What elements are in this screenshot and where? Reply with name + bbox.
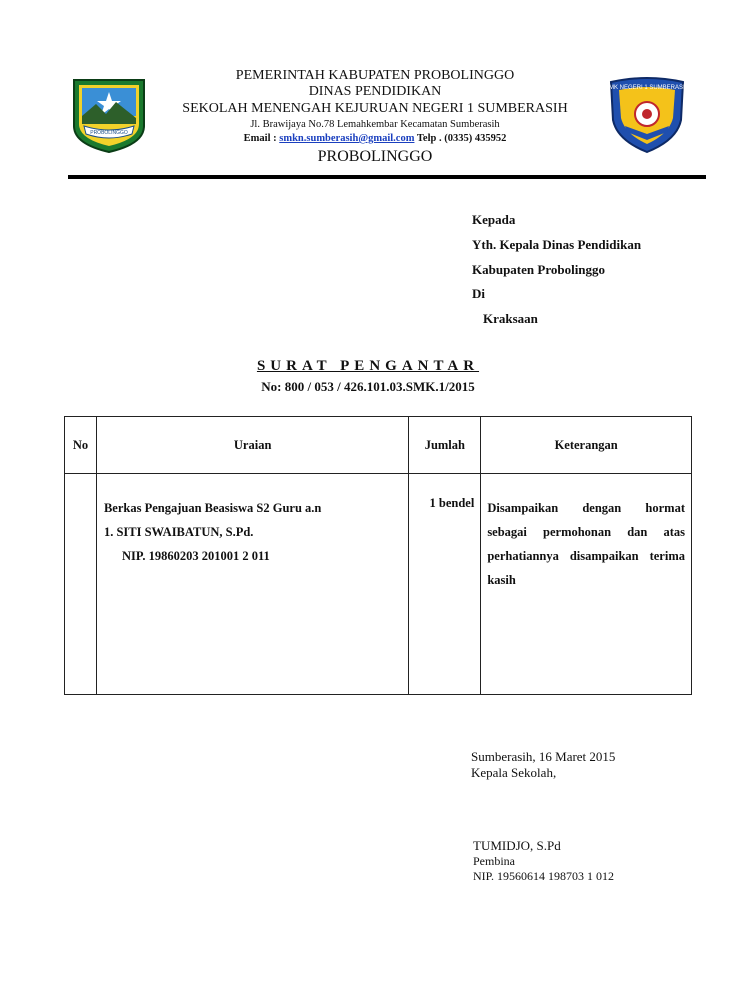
letter-number: No: 800 / 053 / 426.101.03.SMK.1/2015 xyxy=(261,379,475,394)
signature-name: TUMIDJO, S.Pd xyxy=(473,838,561,853)
email-label: Email : xyxy=(243,133,280,144)
letterhead-contact xyxy=(150,132,600,145)
table-row xyxy=(65,474,692,695)
header-keterangan: Keterangan xyxy=(481,417,692,474)
uraian-line2: 1. SITI SWAIBATUN, S.Pd. xyxy=(103,525,254,539)
header-no: No xyxy=(65,417,97,474)
signature-position: Kepala Sekolah, xyxy=(471,765,557,780)
letter-title: SURAT PENGANTAR xyxy=(256,358,480,374)
cell-no xyxy=(65,474,97,695)
recipient-line4: Di xyxy=(472,286,485,301)
cell-keterangan: Disampaikan dengan hormat sebagai permohonan dan atas perhatiannya disampaikan terima kasih xyxy=(481,474,692,695)
letterhead-line2: DINAS PENDIDIKAN xyxy=(308,84,442,99)
recipient-line5: Kraksaan xyxy=(483,311,538,326)
phone-text: Telp . (0335) 435952 xyxy=(414,133,507,144)
uraian-line1: Berkas Pengajuan Beasiswa S2 Guru a.n xyxy=(103,501,322,515)
cell-jumlah: 1 bendel xyxy=(409,474,481,695)
logo-right-text: SMK NEGERI 1 SUMBERASIH xyxy=(605,85,689,91)
recipient-line1: Kepada xyxy=(472,212,516,227)
recipient-line3: Kabupaten Probolinggo xyxy=(472,262,606,277)
recipient-line2: Yth. Kepala Dinas Pendidikan xyxy=(472,237,642,252)
header-uraian: Uraian xyxy=(96,417,408,474)
regency-emblem-logo xyxy=(70,76,148,154)
signature-rank: Pembina xyxy=(473,854,515,868)
school-emblem-logo xyxy=(605,76,689,154)
table-header-row xyxy=(65,417,692,474)
letterhead-city: PROBOLINGGO xyxy=(317,148,433,165)
uraian-line3: NIP. 19860203 201001 2 011 xyxy=(121,549,270,563)
items-table xyxy=(64,416,692,695)
signature-place-date: Sumberasih, 16 Maret 2015 xyxy=(471,749,616,764)
signature-nip: NIP. 19560614 198703 1 012 xyxy=(473,869,615,883)
email-link[interactable]: smkn.sumberasih@gmail.com xyxy=(279,133,415,144)
letterhead-divider xyxy=(68,175,706,179)
letterhead-address: Jl. Brawijaya No.78 Lemahkembar Kecamatan Sumberasih xyxy=(250,119,500,130)
header-jumlah: Jumlah xyxy=(409,417,481,474)
logo-left-text: PROBOLINGGO xyxy=(90,130,128,136)
letterhead-line3: SEKOLAH MENENGAH KEJURUAN NEGERI 1 SUMBERASIH xyxy=(182,101,568,116)
letterhead-line1: PEMERINTAH KABUPATEN PROBOLINGGO xyxy=(235,68,515,83)
cell-uraian xyxy=(96,474,408,695)
